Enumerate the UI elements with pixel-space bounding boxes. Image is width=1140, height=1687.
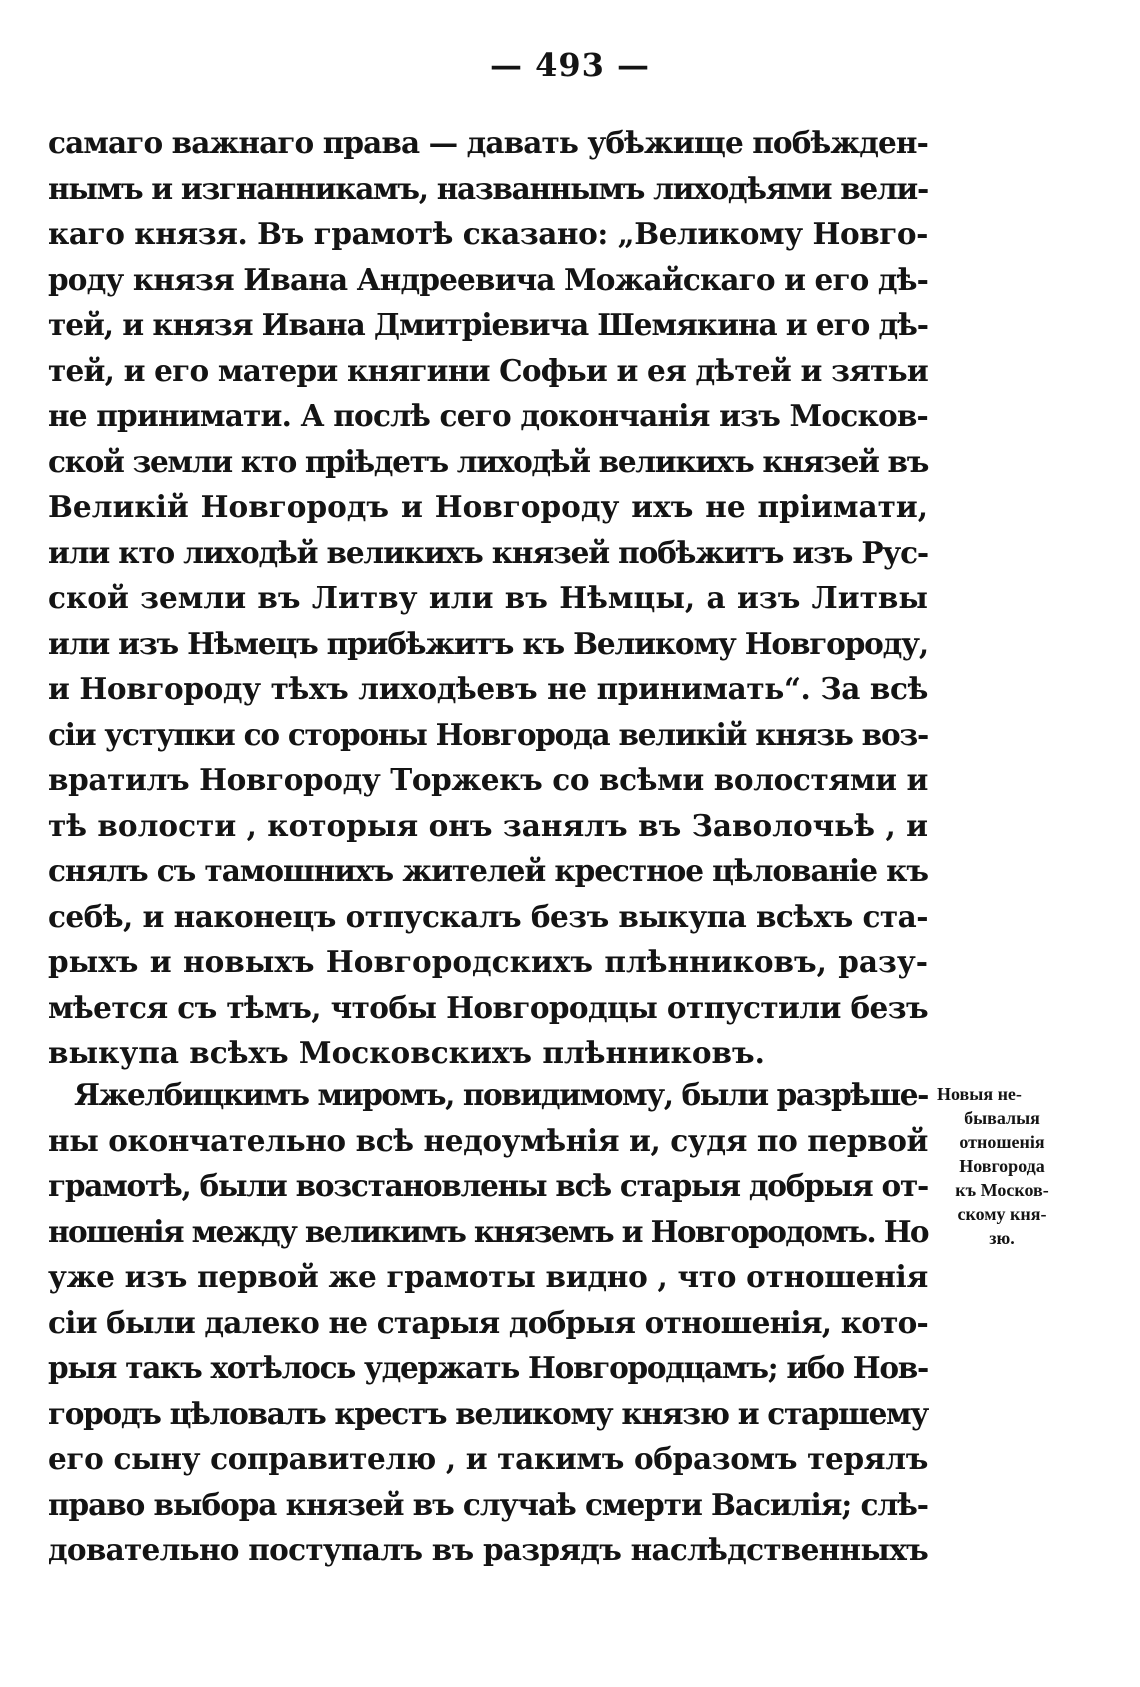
text-line: тей, и князя Ивана Дмитріевича Шемякина и его дѣ-: [48, 307, 928, 342]
text-line: снялъ съ тамошнихъ жителей крестное цѣлованіе къ: [48, 853, 928, 888]
text-line: сіи уступки со стороны Новгорода великій князь воз-: [48, 716, 928, 752]
text-line: довательно поступалъ въ разрядъ наслѣдственныхъ: [48, 1532, 928, 1567]
text-line: или изъ Нѣмецъ прибѣжитъ къ Великому Новгороду,: [48, 625, 928, 661]
text-line: или кто лиходѣй великихъ князей побѣжитъ изъ Рус-: [48, 534, 928, 570]
text-line: рыя такъ хотѣлось удержать Новгородцамъ; ибо Нов-: [48, 1350, 928, 1385]
text-line: городъ цѣловалъ крестъ великому князю и старшему: [48, 1395, 928, 1431]
text-line: его сыну соправителю , и такимъ образомъ терялъ: [48, 1441, 928, 1476]
margin-note-line: бывалыя: [964, 1108, 1040, 1128]
margin-note-line: зю.: [989, 1228, 1015, 1248]
text-line: грамотѣ, были возстановлены всѣ старыя добрыя от-: [48, 1168, 928, 1203]
text-line: нымъ и изгнанникамъ, названнымъ лиходѣями вели-: [48, 170, 928, 206]
text-line: ны окончательно всѣ недоумѣнія и, судя по первой: [48, 1122, 928, 1158]
text-line: выкупа всѣхъ Московскихъ плѣнниковъ.: [48, 1035, 765, 1070]
text-line: мѣется съ тѣмъ, чтобы Новгородцы отпустили безъ: [48, 989, 928, 1025]
text-line: сіи были далеко не старыя добрыя отношенія, кото-: [48, 1304, 928, 1340]
text-line: Великій Новгородъ и Новгороду ихъ не пріимати,: [48, 489, 928, 524]
text-line: каго князя. Въ грамотѣ сказано: „Великому Новго-: [48, 216, 928, 251]
paragraph-2: [48, 1072, 928, 1573]
text-line: тѣ волости , которыя онъ занялъ въ Заволочьѣ , и: [48, 807, 928, 843]
page-number: — 493 —: [489, 46, 651, 84]
text-line: роду князя Ивана Андреевича Можайскаго и его дѣ-: [48, 261, 928, 297]
margin-note-line: отношенія: [959, 1132, 1045, 1152]
paragraph-1: [48, 120, 928, 1076]
margin-note-line: скому кня-: [957, 1204, 1047, 1224]
text-line: ской земли кто пріѣдетъ лиходѣй великихъ князей въ: [48, 443, 928, 479]
text-line: вратилъ Новгороду Торжекъ со всѣми волостями и: [48, 762, 928, 797]
text-line: не принимати. А послѣ сего докончанія изъ Москов-: [48, 398, 928, 433]
margin-note-line: Новыя не-: [937, 1084, 1022, 1104]
margin-note: [937, 1082, 1067, 1250]
text-line: тей, и его матери княгини Софьи и ея дѣтей и зятьи: [48, 352, 928, 388]
text-line: и Новгороду тѣхъ лиходѣевъ не принимать“. За всѣ: [48, 671, 928, 706]
text-line: ношенія между великимъ княземъ и Новгородомъ. Но: [48, 1213, 928, 1249]
margin-note-line: къ Москов-: [955, 1180, 1049, 1200]
margin-note-line: Новгорода: [959, 1156, 1045, 1176]
text-line: ской земли въ Литву или въ Нѣмцы, а изъ Литвы: [48, 580, 928, 615]
text-line: право выбора князей въ случаѣ смерти Василія; слѣ-: [48, 1486, 928, 1522]
text-line: самаго важнаго права — давать убѣжище побѣжден-: [48, 125, 928, 160]
text-line: уже изъ первой же грамоты видно , что отношенія: [48, 1259, 928, 1294]
text-line: Яжелбицкимъ миромъ, повидимому, были разрѣше-: [74, 1077, 928, 1112]
text-line: рыхъ и новыхъ Новгородскихъ плѣнниковъ, разу-: [48, 944, 928, 979]
text-line: себѣ, и наконецъ отпускалъ безъ выкупа всѣхъ ста-: [48, 898, 928, 934]
